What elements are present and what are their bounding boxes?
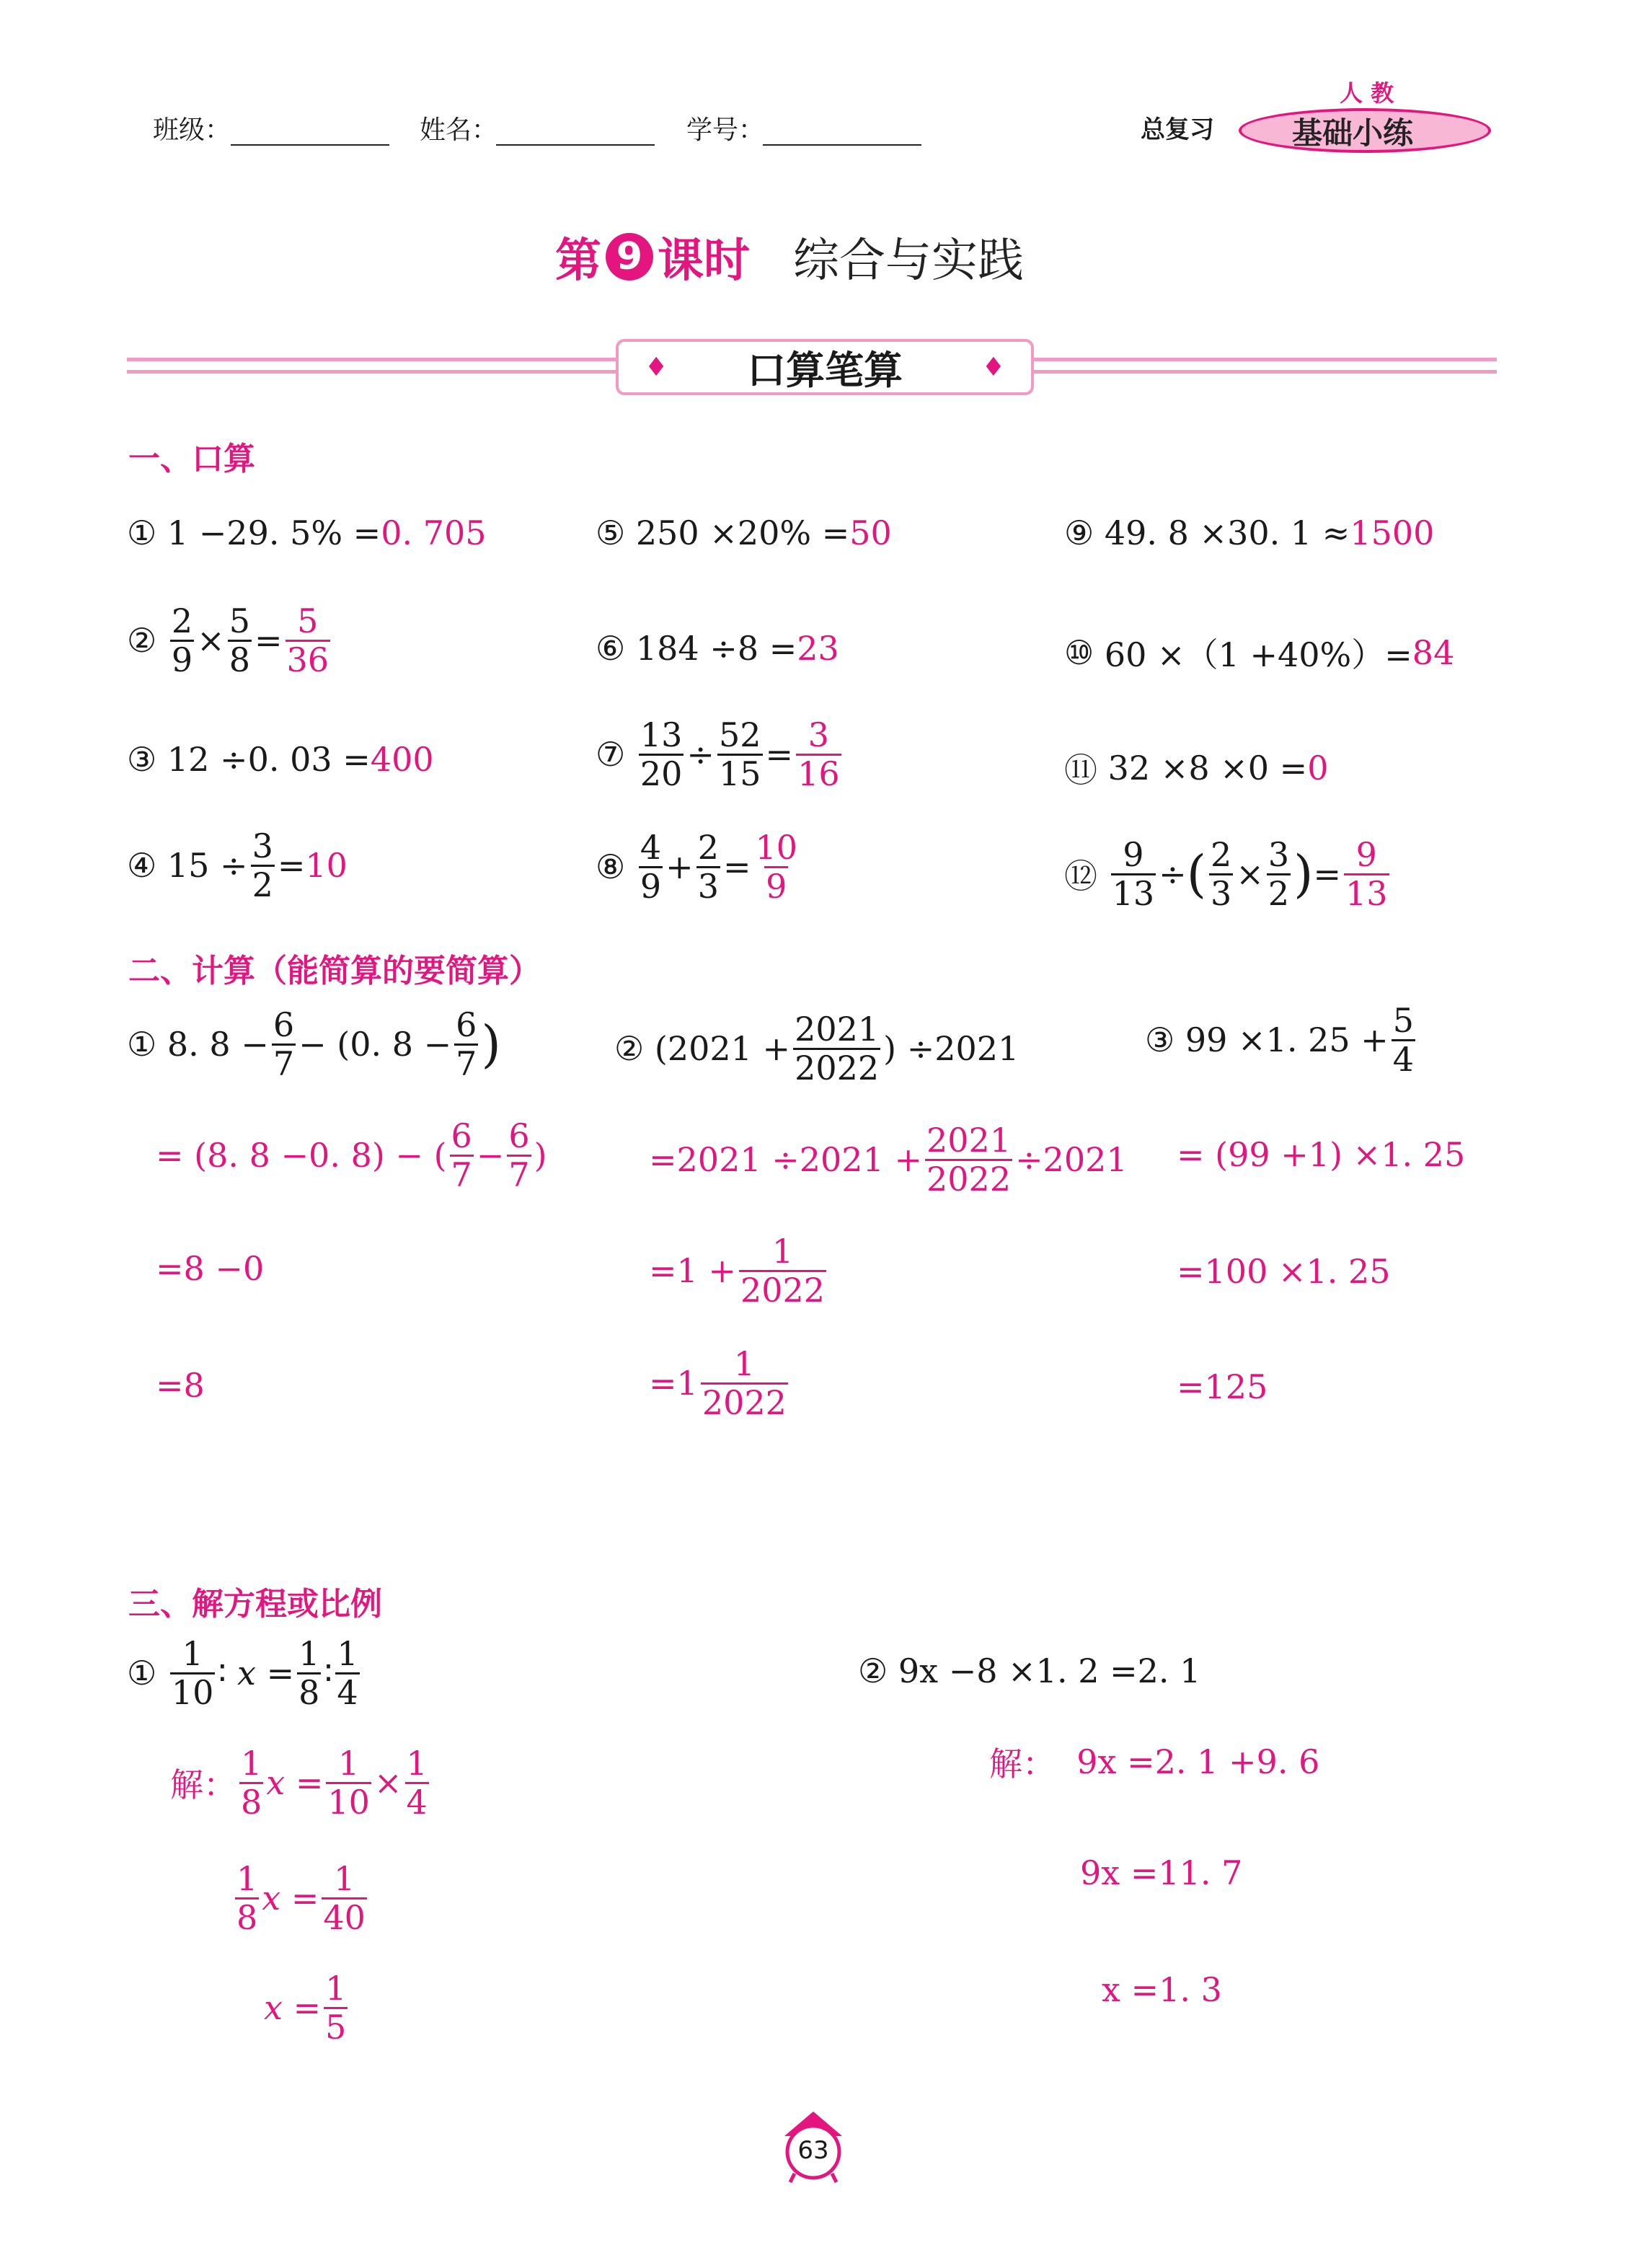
class-field[interactable] [231,115,389,146]
title-number-badge: 9 [606,233,653,281]
section-2-title: 二、计算（能简算的要简算） [128,953,541,989]
page-number-badge [777,2107,849,2187]
calc-1: ① 8. 8 − $\frac{6}{7}$ − (0. 8 − $\frac{6}{7}$ ) [127,1005,501,1083]
calc-2-step-1: =2021 ÷2021 + $\frac{2021}{2022}$ ÷2021 [649,1121,1128,1199]
title-subject: 综合与实践 [793,234,1024,288]
oral-q4: ④ 15 ÷ $\frac{3}{2}$ = 10 [127,826,348,904]
id-field[interactable] [763,115,921,146]
banner [616,339,1034,395]
answer: 50 [849,513,892,552]
oral-q12: ⑫ $\frac{9}{13}$ ÷ ( $\frac{2}{3}$ × $\frac{3}{2}$ ) = $\frac{9}{13}$ [1064,835,1388,913]
oral-q10: ⑩ 60 ×（1 +40%）= 84 [1064,633,1455,674]
diamond-icon: ♦ [645,352,668,382]
eq-2: ② 9x −8 ×1. 2 =2. 1 [858,1651,1201,1690]
oral-q9: ⑨ 49. 8 ×30. 1 ≈ 1500 [1064,513,1435,552]
answer: 400 [370,740,434,779]
calc-1-step-3: =8 [156,1366,205,1405]
oral-q11: ⑪ 32 ×8 ×0 = 0 [1064,749,1329,790]
answer: $\frac{10}{9}$ [755,828,798,906]
oral-q7: ⑦ $\frac{13}{20}$ ÷ $\frac{52}{15}$ = $\frac{3}{16}$ [596,715,840,793]
oral-q5: ⑤ 250 ×20% = 50 [596,513,892,552]
eq-1: ① $\frac{1}{10}$ ∶ x = $\frac{1}{8}$ ∶ $\frac{1}{4}$ [127,1634,358,1712]
eq-1-step-3: x = $\frac{1}{5}$ [264,1969,347,2047]
answer: 0. 705 [381,513,487,552]
answer: $\frac{9}{13}$ [1345,835,1388,913]
eq-2-step-3: x =1. 3 [1102,1970,1222,2009]
answer: 84 [1412,633,1455,672]
calc-2-step-3: =1 $\frac{1}{2022}$ [649,1344,787,1422]
calc-2: ② (2021 + $\frac{2021}{2022}$ ) ÷2021 [614,1010,1019,1087]
answer: 10 [305,846,348,886]
oral-q3: ③ 12 ÷0. 03 = 400 [127,740,434,779]
class-label: 班级： [153,115,231,145]
eq-1-step-1: 解： $\frac{1}{8}$ x = $\frac{1}{10}$ × $\frac{1}{4}$ [170,1744,428,1822]
calc-1-step-2: =8 −0 [156,1249,265,1288]
calc-2-step-2: =1 + $\frac{1}{2022}$ [649,1232,826,1310]
oral-q2: ② $\frac{2}{9}$ × $\frac{5}{8}$ = $\frac{5}{36}$ [127,601,329,679]
answer: 23 [797,629,839,668]
review-label: 总复习 [1141,115,1214,144]
brand-top: 人 教 [1340,79,1394,107]
calc-3-step-3: =125 [1177,1367,1268,1406]
page-number: 63 [797,2136,829,2165]
name-label: 姓名： [420,115,498,145]
eq-2-step-1: 解： 9x =2. 1 +9. 6 [989,1742,1320,1783]
oral-q6: ⑥ 184 ÷8 = 23 [596,629,839,668]
section-1-title: 一、口算 [128,441,255,477]
oral-q1: ① 1 −29. 5% = 0. 705 [127,513,487,552]
title-suffix: 课时 [658,234,750,288]
id-label: 学号： [686,115,765,145]
answer: 0 [1307,749,1329,787]
section-3-title: 三、解方程或比例 [128,1586,382,1623]
name-field[interactable] [496,115,655,146]
oral-q8: ⑧ $\frac{4}{9}$ + $\frac{2}{3}$ = $\frac{10}{9}$ [596,828,798,906]
diamond-icon: ♦ [981,352,1005,382]
calc-3-step-2: =100 ×1. 25 [1177,1252,1391,1291]
calc-1-step-1: = (8. 8 −0. 8) − ( $\frac{6}{7}$ − $\frac{6}{7}$ ) [156,1116,547,1194]
eq-2-step-2: 9x =11. 7 [1080,1853,1243,1892]
answer: $\frac{5}{36}$ [286,601,329,679]
title-prefix: 第 [555,234,601,288]
banner-label: 口算笔算 [747,347,903,393]
page-title [555,224,1024,290]
brand-main: 基础小练 [1292,115,1414,151]
calc-3-step-1: = (99 +1) ×1. 25 [1177,1135,1466,1174]
calc-3: ③ 99 ×1. 25 + $\frac{5}{4}$ [1145,1001,1415,1079]
answer: $\frac{3}{16}$ [797,715,840,793]
eq-1-step-2: $\frac{1}{8}$ x = $\frac{1}{40}$ [236,1859,366,1937]
answer: 1500 [1350,513,1435,552]
